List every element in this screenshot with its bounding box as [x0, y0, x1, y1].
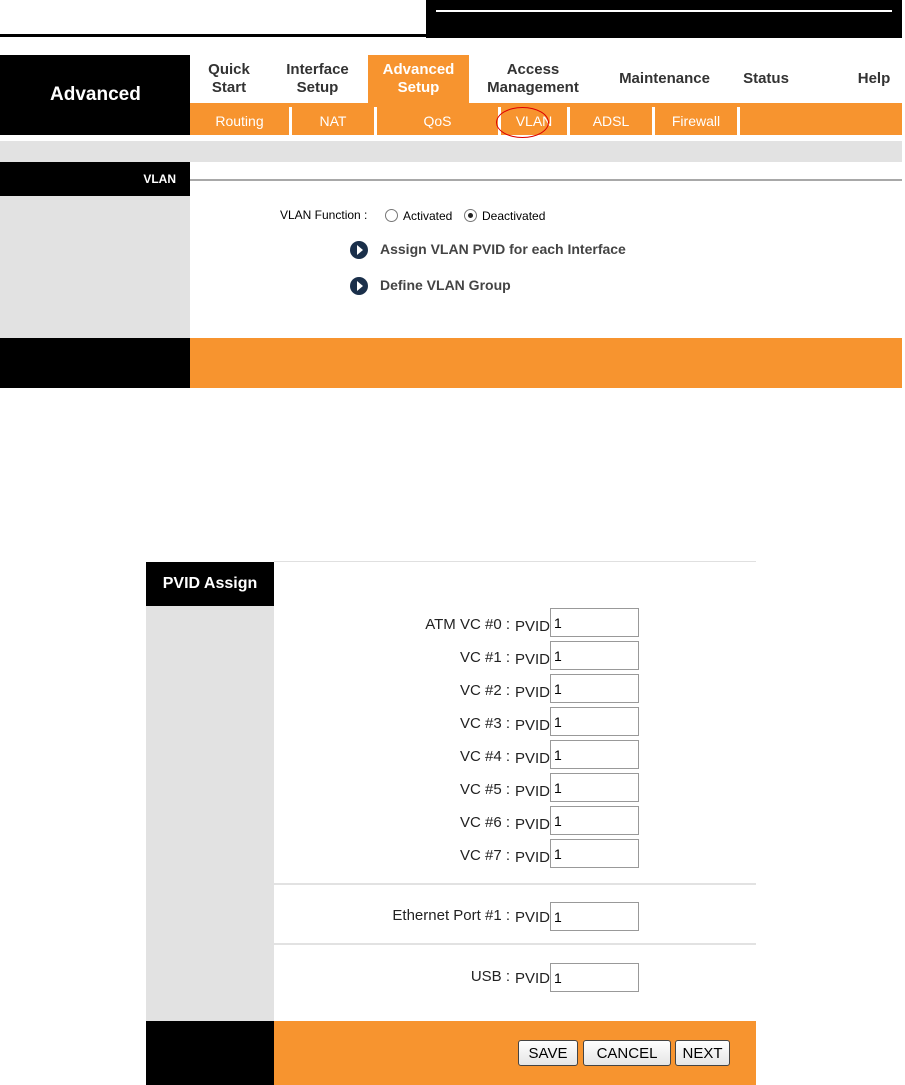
pvid-input-vc3[interactable]: [550, 707, 639, 736]
nav-label: Advanced: [382, 61, 455, 78]
footer-right: [190, 338, 902, 388]
nav-label: Status: [743, 70, 789, 87]
subnav-vlan[interactable]: VLAN: [515, 113, 553, 129]
pvid-label: PVID: [515, 717, 551, 734]
pvid-input-vc7[interactable]: [550, 839, 639, 868]
subnav-firewall[interactable]: Firewall: [671, 113, 721, 129]
top-dark-bar: [426, 0, 902, 38]
pvid-input-atm-vc0[interactable]: [550, 608, 639, 637]
row-label-vc6: VC #6 :: [459, 814, 510, 831]
pvid-label: PVID: [515, 618, 551, 635]
pvid-label: PVID: [515, 651, 551, 668]
vlan-highlight-circle: [496, 107, 549, 138]
nav-label: Start: [211, 79, 247, 96]
panel-top-line: [274, 561, 756, 562]
row-label-usb: USB :: [470, 968, 510, 985]
nav-label: Access: [506, 61, 560, 78]
nav-quick-start[interactable]: [190, 55, 268, 103]
pvid-label: PVID: [515, 750, 551, 767]
panel-footer-left: [146, 1021, 274, 1085]
nav-label: Quick: [208, 61, 250, 78]
pvid-label: PVID: [515, 909, 551, 926]
nav-status[interactable]: [733, 55, 799, 103]
subnav-separator: [737, 107, 740, 135]
nav-access-management[interactable]: [477, 55, 589, 103]
pvid-input-ethernet-port1[interactable]: [550, 902, 639, 931]
radio-deactivated[interactable]: [464, 209, 477, 222]
row-label-atm-vc0: ATM VC #0 :: [425, 616, 510, 633]
row-label-vc2: VC #2 :: [459, 682, 510, 699]
top-rule: [0, 34, 426, 37]
radio-activated[interactable]: [385, 209, 398, 222]
nav-help[interactable]: [850, 55, 898, 103]
link-assign-vlan-pvid[interactable]: Assign VLAN PVID for each Interface: [380, 241, 626, 257]
arrow-bullet-icon: [350, 277, 368, 295]
nav-label: Maintenance: [619, 70, 710, 87]
section-title: VLAN: [0, 162, 190, 196]
row-label-vc7: VC #7 :: [459, 847, 510, 864]
row-label-vc5: VC #5 :: [459, 781, 510, 798]
pvid-label: PVID: [515, 849, 551, 866]
brand-title: Advanced: [0, 55, 190, 135]
pvid-input-usb[interactable]: [550, 963, 639, 992]
pvid-input-vc6[interactable]: [550, 806, 639, 835]
pvid-label: PVID: [515, 970, 551, 987]
nav-label: Interface: [286, 61, 349, 78]
subnav-qos[interactable]: QoS: [423, 113, 452, 129]
row-label-ethernet-port1: Ethernet Port #1 :: [392, 907, 510, 924]
spacer-bar: [0, 141, 902, 162]
subnav-adsl[interactable]: ADSL: [592, 113, 630, 129]
pvid-input-vc1[interactable]: [550, 641, 639, 670]
side-panel: [0, 196, 190, 338]
pvid-input-vc2[interactable]: [550, 674, 639, 703]
subnav-nat[interactable]: NAT: [319, 113, 347, 129]
row-separator: [274, 943, 756, 945]
row-label-vc3: VC #3 :: [459, 715, 510, 732]
pvid-input-vc5[interactable]: [550, 773, 639, 802]
next-button[interactable]: NEXT: [675, 1040, 730, 1066]
panel-title: PVID Assign: [146, 562, 274, 606]
row-label-vc4: VC #4 :: [459, 748, 510, 765]
pvid-input-vc4[interactable]: [550, 740, 639, 769]
row-label-vc1: VC #1 :: [459, 649, 510, 666]
main-nav: [190, 55, 902, 103]
save-button[interactable]: SAVE: [518, 1040, 578, 1066]
nav-maintenance[interactable]: [608, 55, 721, 103]
nav-label: Setup: [296, 79, 339, 96]
row-separator: [274, 883, 756, 885]
top-bar-line: [436, 10, 892, 12]
cancel-button[interactable]: CANCEL: [583, 1040, 671, 1066]
radio-activated-label: Activated: [403, 209, 453, 223]
nav-label: Setup: [397, 79, 440, 96]
pvid-label: PVID: [515, 783, 551, 800]
nav-advanced-setup[interactable]: [368, 55, 469, 103]
nav-interface-setup[interactable]: [275, 55, 360, 103]
link-define-vlan-group[interactable]: Define VLAN Group: [380, 277, 511, 293]
radio-deactivated-label: Deactivated: [482, 209, 546, 223]
nav-label: Management: [487, 79, 579, 96]
section-divider: [190, 179, 902, 181]
footer-left: [0, 338, 190, 388]
pvid-label: PVID: [515, 684, 551, 701]
nav-label: Help: [857, 70, 891, 87]
vlan-function-label: VLAN Function :: [280, 208, 368, 222]
arrow-bullet-icon: [350, 241, 368, 259]
pvid-label: PVID: [515, 816, 551, 833]
subnav-routing[interactable]: Routing: [215, 113, 264, 129]
